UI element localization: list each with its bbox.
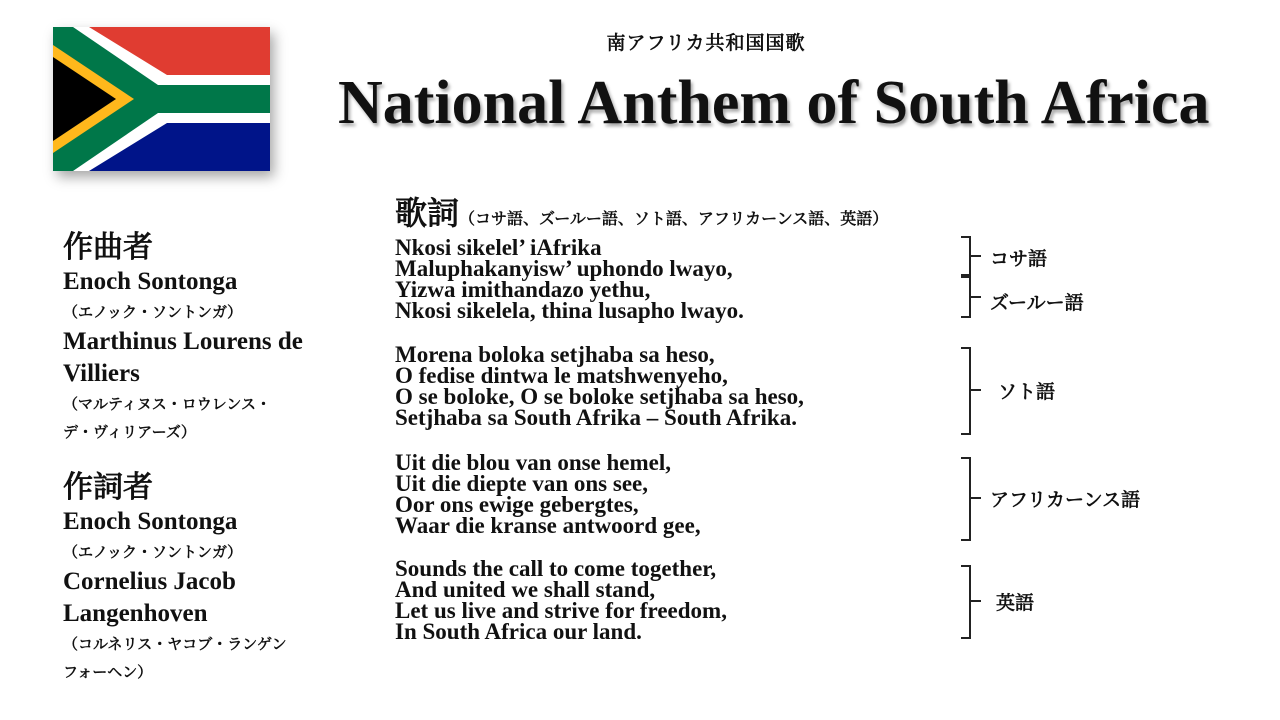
lyric-line: Uit die diepte van ons see, bbox=[395, 471, 648, 496]
composer-reading-continued: デ・ヴィリアーズ） bbox=[63, 423, 196, 441]
bracket-sotho bbox=[961, 347, 971, 435]
bracket-tick bbox=[971, 389, 981, 391]
bracket-english bbox=[961, 565, 971, 639]
lyric-line: O fedise dintwa le matshwenyeho, bbox=[395, 363, 728, 388]
lyric-line: Maluphakanyisw’ uphondo lwayo, bbox=[395, 256, 733, 281]
lyric-line: Oor ons ewige gebergtes, bbox=[395, 492, 639, 517]
lyrics-heading-label: 歌詞 bbox=[395, 195, 460, 231]
lyric-line: Yizwa imithandazo yethu, bbox=[395, 277, 651, 302]
lyricist-reading: （エノック・ソントンガ） bbox=[63, 543, 243, 561]
composer-name: Marthinus Lourens de bbox=[63, 328, 303, 355]
japanese-subtitle: 南アフリカ共和国国歌 bbox=[606, 32, 806, 54]
bracket-tick bbox=[971, 296, 981, 298]
composers-section bbox=[63, 230, 363, 446]
composer-reading: （エノック・ソントンガ） bbox=[63, 303, 243, 321]
lyric-line: Morena boloka setjhaba sa heso, bbox=[395, 342, 715, 367]
lyricist-name: Cornelius Jacob bbox=[63, 568, 236, 595]
lyric-line: Waar die kranse antwoord gee, bbox=[395, 513, 701, 538]
bracket-xhosa bbox=[961, 236, 971, 276]
lyricist-name-continued: Langenhoven bbox=[63, 600, 208, 627]
bracket-tick bbox=[971, 600, 981, 602]
lyric-line: O se boloke, O se boloke setjhaba sa heso, bbox=[395, 384, 804, 409]
lyrics-languages-note: （コサ語、ズールー語、ソト語、アフリカーンス語、英語） bbox=[459, 209, 889, 228]
lyric-line: Setjhaba sa South Afrika – South Afrika. bbox=[395, 405, 797, 430]
lyrics-heading bbox=[395, 188, 888, 234]
lyric-line: Nkosi sikelela, thina lusapho lwayo. bbox=[395, 298, 744, 323]
lyric-line: And united we shall stand, bbox=[395, 577, 656, 602]
stanza-afrikaans bbox=[395, 452, 701, 536]
stanza-xhosa-zulu bbox=[395, 237, 744, 321]
language-label-xhosa: コサ語 bbox=[990, 248, 1048, 270]
composers-heading: 作曲者 bbox=[63, 231, 153, 264]
lyricist-reading-continued: フォーヘン） bbox=[63, 663, 153, 681]
lyric-line: In South Africa our land. bbox=[395, 619, 642, 644]
page-title: National Anthem of South Africa bbox=[338, 69, 1210, 137]
composer-reading: （マルティヌス・ロウレンス・ bbox=[63, 395, 271, 413]
bracket-afrikaans bbox=[961, 457, 971, 541]
lyric-line: Uit die blou van onse hemel, bbox=[395, 450, 672, 475]
composer-name-continued: Villiers bbox=[63, 360, 140, 387]
lyricists-section bbox=[63, 470, 363, 686]
stanza-sotho bbox=[395, 344, 804, 428]
language-label-afrikaans: アフリカーンス語 bbox=[990, 489, 1141, 511]
lyric-line: Let us live and strive for freedom, bbox=[395, 598, 727, 623]
language-label-sotho: ソト語 bbox=[998, 381, 1056, 403]
bracket-tick bbox=[971, 497, 981, 499]
language-label-zulu: ズールー語 bbox=[990, 292, 1084, 314]
language-label-english: 英語 bbox=[996, 592, 1035, 614]
lyricists-heading: 作詞者 bbox=[63, 471, 153, 504]
lyricist-reading: （コルネリス・ヤコブ・ランゲン bbox=[63, 635, 287, 653]
lyricist-name: Enoch Sontonga bbox=[63, 508, 238, 535]
bracket-tick bbox=[971, 255, 981, 257]
bracket-zulu bbox=[961, 276, 971, 318]
composer-name: Enoch Sontonga bbox=[63, 268, 238, 295]
lyric-line: Nkosi sikelel’ iAfrika bbox=[395, 235, 602, 260]
stanza-english bbox=[395, 558, 727, 642]
lyric-line: Sounds the call to come together, bbox=[395, 556, 717, 581]
